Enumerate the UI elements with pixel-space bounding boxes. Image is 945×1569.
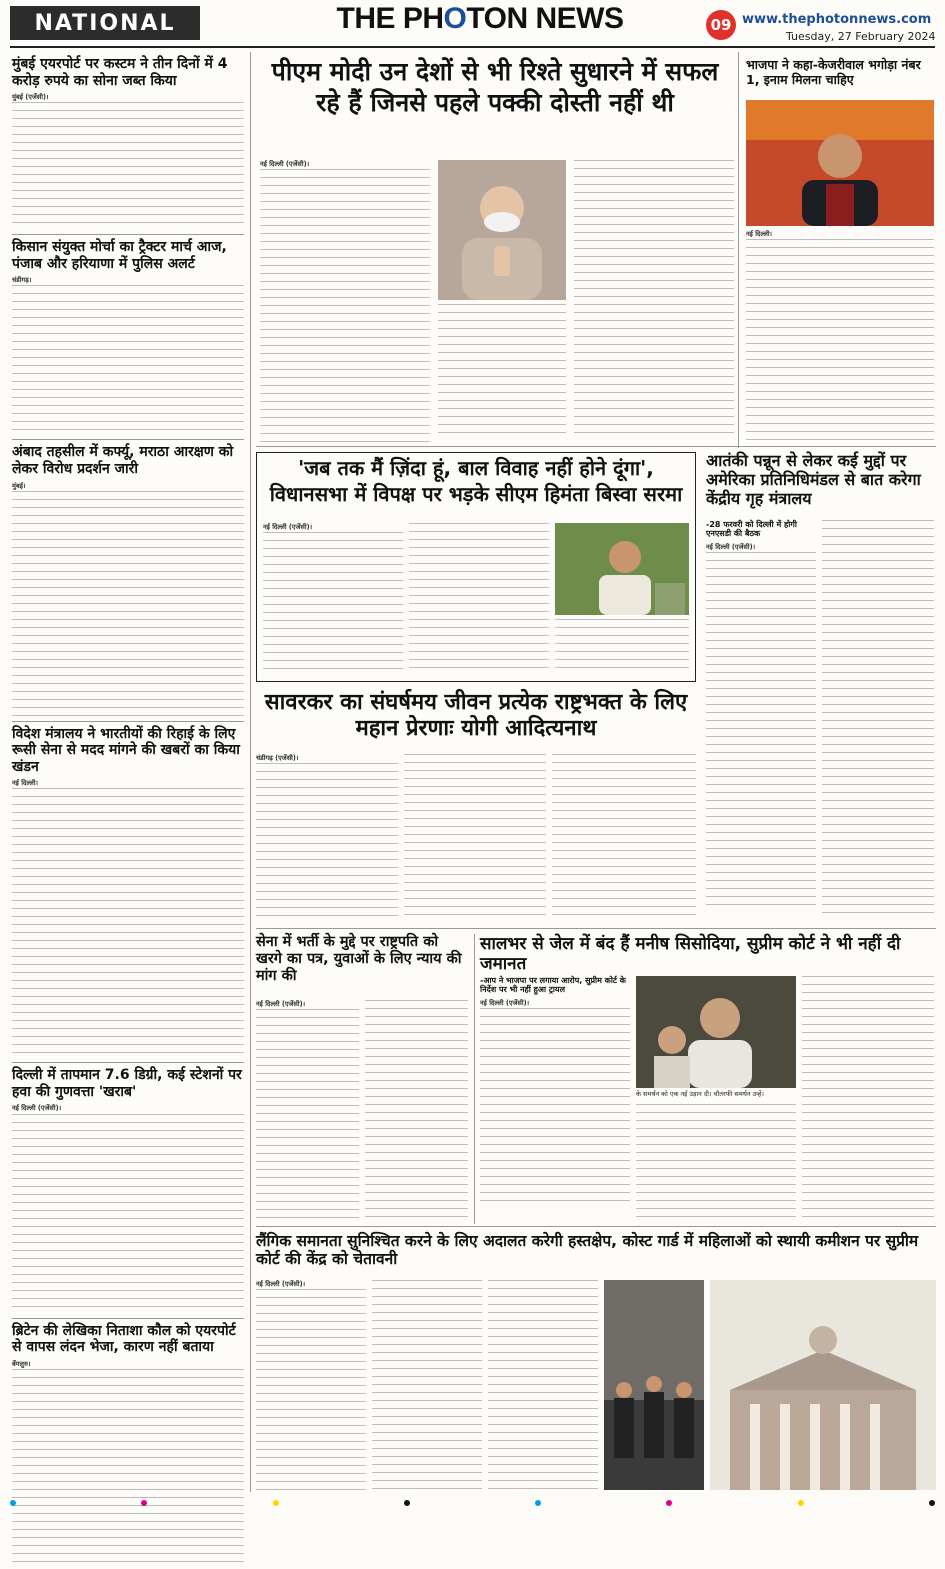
modi-photo (438, 160, 566, 300)
lead-story-col3 (574, 160, 734, 438)
story-dateline: नई दिल्ली (एजेंसी)। (260, 160, 310, 168)
issue-date: Tuesday, 27 February 2024 (786, 30, 936, 43)
divider (12, 721, 244, 722)
lead-story-col2 (438, 304, 566, 438)
us-delegation-col2 (822, 520, 934, 920)
story-body (263, 532, 403, 672)
story-headline[interactable]: विदेश मंत्रालय ने भारतीयों की रिहाई के लिए रूसी सेना से मदद मांगने की खबरों का किया खंडन (12, 725, 240, 775)
story-headline[interactable]: ब्रिटेन की लेखिका निताशा कौल को एयरपोर्ट से वापस लंदन भेजा, कारण नहीं बताया (12, 1322, 236, 1356)
story-body (802, 976, 934, 1220)
sisodia-col1 (480, 976, 630, 1204)
supreme-court-photo (710, 1280, 936, 1490)
story-subhead: -28 फरवरी को दिल्ली में होगी एनएसडी की बैठक (706, 520, 797, 539)
cyan-mark-icon (535, 1500, 541, 1506)
story-body (409, 523, 549, 673)
himanta-story (256, 452, 696, 682)
story-body (12, 102, 244, 230)
brand-o: O (443, 2, 467, 35)
story-subhead: -आप ने भाजपा पर लगाया आरोप, सुप्रीम कोर्ट के निर्देश पर भी नहीं हुआ ट्रायल (480, 976, 626, 995)
story-dateline: चंडीगढ़ (एजेंसी)। (256, 754, 299, 762)
coast-guard-col3 (488, 1280, 598, 1490)
newspaper-brand (330, 2, 630, 42)
coast-guard-col1 (256, 1280, 366, 1493)
column-divider (250, 52, 251, 1492)
story-dateline: नई दिल्ली (एजेंसी)। (256, 1000, 306, 1008)
kharge-story (256, 934, 468, 985)
story-body (260, 169, 430, 447)
story-dateline: नई दिल्ली (एजेंसी)। (12, 1104, 62, 1113)
story-body (574, 160, 734, 438)
lead-story (258, 56, 732, 119)
us-delegation-col1 (706, 520, 816, 912)
parade-photo (604, 1280, 704, 1490)
masthead-rule (10, 46, 935, 48)
story-dateline: बेंगलुरु। (12, 1359, 31, 1368)
story-headline-line2[interactable]: विधानसभा में विपक्ष पर भड़के सीएम हिमंता बिस्वा सरमा (269, 481, 683, 506)
parade-photo-icon (604, 1280, 704, 1490)
lead-story-col1 (260, 160, 430, 447)
story-headline[interactable]: भाजपा ने कहा-केजरीवाल भगोड़ा नंबर 1, इनाम मिलना चाहिए (746, 57, 921, 87)
story-body (12, 285, 244, 435)
kharge-col2 (365, 1000, 468, 1220)
story-headline[interactable]: मुंबई एयरपोर्ट पर कस्टम ने तीन दिनों में 4 करोड़ रुपये का सोना जब्त किया (12, 56, 228, 89)
coast-guard-story (256, 1232, 936, 1269)
kharge-col1 (256, 1000, 359, 1219)
story-headline[interactable]: सालभर से जेल में बंद हैं मनीष सिसोदिया, सुप्रीम कोर्ट ने भी नहीं दी जमानत (480, 934, 901, 975)
yogi-col1 (256, 754, 398, 923)
person-photo-icon (555, 523, 689, 615)
story-body (12, 1369, 244, 1569)
left-column (12, 56, 244, 1569)
story-body (12, 788, 244, 1058)
story-body (552, 754, 696, 922)
brand-left: THE PH (336, 2, 444, 35)
story-dateline: नई दिल्ली। (746, 230, 773, 238)
print-registration-bar (10, 1500, 935, 1506)
story-body (480, 1008, 630, 1204)
divider (12, 1062, 244, 1063)
story-body (636, 1104, 796, 1218)
lead-headline[interactable]: पीएम मोदी उन देशों से भी रिश्ते सुधारने में सफल रहे हैं जिनसे पहले पक्की दोस्ती नहीं थी (271, 57, 719, 118)
story-dateline: चंडीगढ़। (12, 276, 32, 285)
story-body (404, 754, 546, 922)
yogi-col3 (552, 754, 696, 922)
story-body (822, 520, 934, 920)
yogi-story (256, 690, 696, 742)
page-number-badge: 09 (706, 10, 736, 40)
story-body (365, 1000, 468, 1220)
story-body (438, 304, 566, 438)
divider (256, 446, 936, 447)
divider (12, 234, 244, 235)
story-dateline: नई दिल्ली (एजेंसी)। (263, 523, 313, 531)
yogi-col2 (404, 754, 546, 922)
sisodia-story (480, 934, 934, 974)
black-mark-icon (404, 1500, 410, 1506)
site-url[interactable]: www.thephotonnews.com (742, 12, 932, 27)
story-body (706, 552, 816, 912)
story-body (372, 1280, 482, 1490)
column-divider (738, 52, 739, 448)
yellow-mark-icon (798, 1500, 804, 1506)
magenta-mark-icon (666, 1500, 672, 1506)
story-headline[interactable]: दिल्ली में तापमान 7.6 डिग्री, कई स्टेशनों पर हवा की गुणवत्ता 'खराब' (12, 1067, 242, 1100)
bjp-spokesperson-photo (746, 100, 934, 226)
black-mark-icon (929, 1500, 935, 1506)
column-divider (474, 934, 475, 1224)
story-body (746, 239, 934, 443)
yellow-mark-icon (273, 1500, 279, 1506)
story-body (12, 491, 244, 717)
right-top-body (746, 230, 934, 443)
person-photo-icon (746, 100, 934, 226)
story-headline[interactable]: किसान संयुक्त मोर्चा का ट्रैक्टर मार्च आज, पंजाब और हरियाणा में पुलिस अलर्ट (12, 239, 227, 272)
assembly-photo (555, 523, 689, 615)
right-top-story (746, 58, 934, 88)
story-headline-line1[interactable]: 'जब तक मैं ज़िंदा हूं, बाल विवाह नहीं होने दूंगा', (298, 456, 654, 480)
story-body (12, 1114, 244, 1314)
story-body (256, 763, 398, 923)
story-dateline: नई दिल्ली (एजेंसी)। (256, 1280, 306, 1288)
divider (256, 928, 936, 929)
us-delegation-story (706, 452, 934, 509)
person-photo-icon (438, 160, 566, 300)
story-body (256, 1009, 359, 1219)
coast-guard-col2 (372, 1280, 482, 1490)
brand-right: TON NEWS (466, 2, 624, 35)
photo-caption: के समर्थन को एक नई उड़ान दी। चौतरफी समर्थन उन्हें। (636, 1090, 764, 1098)
story-dateline: नई दिल्ली (एजेंसी)। (706, 542, 756, 551)
divider (12, 439, 244, 440)
story-dateline: नई दिल्ली। (12, 779, 39, 788)
section-label: NATIONAL (10, 6, 200, 40)
divider (12, 1318, 244, 1319)
magenta-mark-icon (141, 1500, 147, 1506)
story-headline[interactable]: लैंगिक समानता सुनिश्चित करने के लिए अदालत करेगी हस्तक्षेप, कोस्ट गार्ड में महिलाओं को स्थायी कमीशन पर सुप्रीम कोर्ट की केंद्र को चेतावनी (256, 1232, 919, 1269)
story-body (555, 619, 689, 673)
sisodia-col3 (802, 976, 934, 1220)
sisodia-photo (636, 976, 796, 1088)
story-headline[interactable]: आतंकी पन्नून से लेकर कई मुद्दों पर अमेरिका प्रतिनिधिमंडल से बात करेगा केंद्रीय गृह मंत्रालय (706, 451, 921, 508)
story-body (488, 1280, 598, 1490)
person-photo-icon (636, 976, 796, 1088)
story-headline[interactable]: सेना में भर्ती के मुद्दे पर राष्ट्रपति को खरगे का पत्र, युवाओं के लिए न्याय की मांग की (256, 934, 462, 985)
cyan-mark-icon (10, 1500, 16, 1506)
story-headline[interactable]: सावरकर का संघर्षमय जीवन प्रत्येक राष्ट्रभक्त के लिए महान प्रेरणाः योगी आदित्यनाथ (264, 690, 688, 741)
story-body (256, 1289, 366, 1493)
story-dateline: मुंबई। (12, 481, 26, 490)
story-dateline: मुंबई (एजेंसी)। (12, 93, 49, 102)
story-dateline: नई दिल्ली (एजेंसी)। (480, 998, 530, 1007)
sisodia-col2 (636, 1104, 796, 1218)
divider (256, 1226, 936, 1227)
story-headline[interactable]: अंबाद तहसील में कर्फ्यू, मराठा आरक्षण को लेकर विरोध प्रदर्शन जारी (12, 444, 234, 477)
court-building-icon (710, 1280, 936, 1490)
